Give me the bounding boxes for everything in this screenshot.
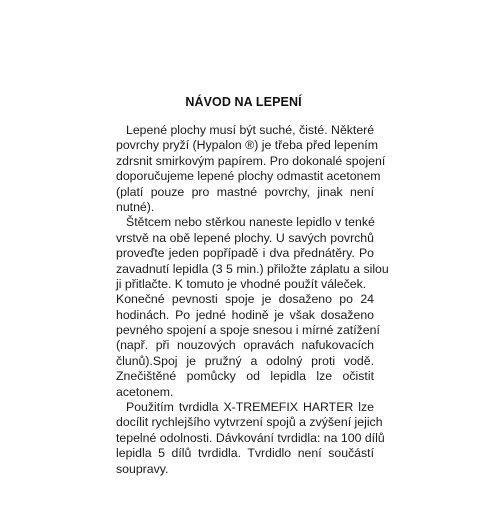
text-line: tepelné odolnosti. Dávkování tvrdidla: na 100 dílů [116, 430, 385, 445]
instructions-body [116, 123, 389, 477]
text-line: ji přitlačte. K tomuto je vhodné použít váleček. [116, 276, 367, 291]
text-line: Konečné pevnosti spoje je dosaženo po 24 [116, 292, 374, 307]
text-line: docílit rychlejšího vytvrzení spojů a zvýšení jejich [116, 415, 383, 430]
text-line: soupravy. [116, 461, 169, 476]
text-line: nutné). [116, 199, 155, 214]
text-line: lepidla 5 dílů tvrdidla. Tvrdidlo není součástí [116, 446, 374, 461]
text-line: Znečištěné pomůcky od lepidla lze očistit [116, 369, 374, 384]
text-line: hodinách. Po jedné hodině je však dosaženo [116, 307, 374, 322]
text-line: Použitím tvrdidla X-TREMEFIX HARTER lze [126, 400, 374, 415]
text-line: proveďte jeden popřípadě i dva přednátěry. Po [116, 246, 374, 261]
text-line: Štětcem nebo stěrkou naneste lepidlo v tenké [126, 215, 375, 230]
document-title: NÁVOD NA LEPENÍ [185, 95, 302, 109]
text-line: doporučujeme lepené plochy odmastit acetonem [116, 169, 381, 184]
text-line: člunů).Spoj je pružný a odolný proti vodě. [116, 353, 374, 368]
text-line: povrchy pryží (Hypalon ®) je třeba před lepením [116, 138, 378, 153]
text-line: (platí pouze pro mastné povrchy, jinak není [116, 184, 374, 199]
text-line: zavadnutí lepidla (3 5 min.) přiložte záplatu a silou [116, 261, 389, 276]
text-line: pevného spojení a spoje snesou i mírné zatížení [116, 323, 380, 338]
text-line: (např. při nouzových opravách nafukovacích [116, 338, 374, 353]
text-line: vrstvě na obě lepené plochy. U savých povrchů [116, 230, 374, 245]
text-line: acetonem. [116, 384, 174, 399]
text-line: zdrsnit smirkovým papírem. Pro dokonalé spojení [116, 153, 386, 168]
text-line: Lepené plochy musí být suché, čisté. Některé [126, 123, 375, 137]
